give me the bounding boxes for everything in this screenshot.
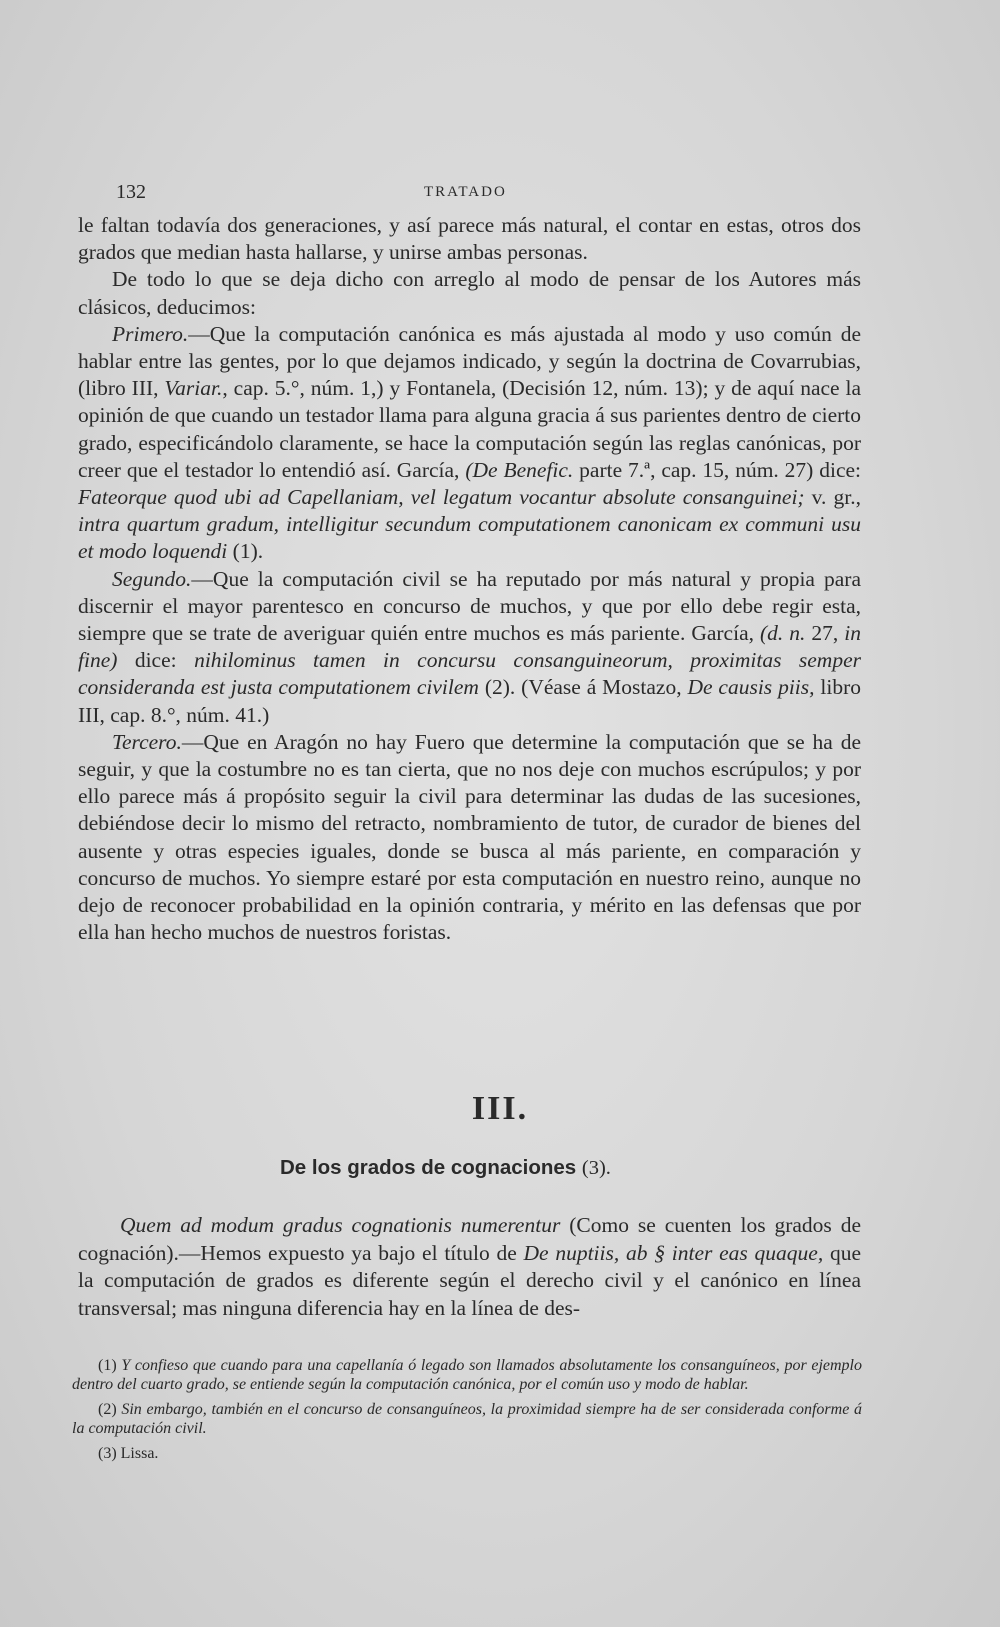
section-number: III. [471, 1090, 529, 1127]
paragraph [78, 212, 861, 266]
italic-text: De nuptiis, ab § inter eas quaque, [523, 1240, 824, 1265]
italic-text: Tercero. [112, 729, 182, 754]
text-run: que la computación de grados es diferente según el derecho civil y el canónico en línea transversal; mas ninguna diferencia hay en la línea de des- [78, 1240, 861, 1320]
italic-text: nihilominus tamen in concursu consanguineorum, proximitas semper consideranda est justa computationem civilem [78, 648, 861, 700]
italic-text: De causis piis, [687, 675, 815, 700]
footnote-mark: (2) [98, 1401, 122, 1418]
text-run: —Que la computación civil se ha reputado por más natural y propia para discernir el mayor parentesco en concurso de muchos, y que por ello debe regir esta, siempre que se trate de averiguar quién entre muchos es más pariente. García, [78, 566, 861, 646]
text-run: dice: [117, 648, 195, 673]
italic-text: intra quartum gradum, intelligitur secundum computationem canonicam ex communi usu et modo loquendi [78, 512, 861, 564]
italic-text: (d. n. [760, 621, 806, 646]
footnote-text: Y confieso que cuando para una capellanía ó legado son llamados absolutamente los consanguíneos, por ejemplo dentro del cuarto grado, se entiende según la computación canónica, por el común uso y modo de hablar. [72, 1357, 862, 1393]
italic-text: Segundo. [112, 566, 192, 591]
page-number: 132 [116, 181, 146, 203]
italic-text: Fateorque quod ubi ad Capellaniam, vel legatum vocantur absolute consanguinei; [78, 485, 805, 510]
text-run: (2). (Véase á Mostazo, [478, 675, 688, 700]
text-run: le faltan todavía dos generaciones, y así parece más natural, el contar en estas, otros dos grados que median hasta hallarse, y unirse ambas personas. [78, 213, 861, 265]
section-title-text: De los grados de cognaciones [280, 1156, 577, 1179]
text-run: —Que la computación canónica es más ajustada al modo y uso común de hablar entre las gentes, por lo que dejamos indicado, y según la doctrina de Covarrubias, (libro III, [78, 321, 861, 401]
italic-text: Variar. [164, 376, 223, 401]
paragraph [78, 566, 861, 729]
paragraph [78, 321, 861, 566]
footnotes [72, 1356, 862, 1469]
text-run: v. gr., [804, 485, 861, 510]
italic-text: (De Benefic. [465, 457, 574, 482]
footnote [72, 1356, 862, 1394]
italic-text: Quem ad modum gradus cognationis numerentur [120, 1213, 561, 1237]
paragraph [78, 1212, 861, 1322]
section-title-note-ref: (3). [581, 1157, 611, 1179]
section-title [280, 1156, 611, 1180]
footnote-text: Sin embargo, también en el concurso de consanguíneos, la proximidad siempre ha de ser considerada conforme á la computación civil. [72, 1401, 862, 1437]
italic-text: in fine) [78, 621, 861, 673]
italic-text: Primero. [112, 321, 189, 346]
text-run: (Como se cuenten los grados de cognación).—Hemos expuesto ya bajo el título de [78, 1213, 862, 1265]
text-run: parte 7.ª, cap. 15, núm. 27) dice: [573, 457, 862, 482]
text-run: —Que en Aragón no hay Fuero que determine la computación que se ha de seguir, y que la costumbre no es tan cierta, que no nos deje con muchos escrúpulos; y por ello parece más á propósito seguir la civil para determinar las dudas de las sucesiones, debiéndose decir lo mismo del retracto, nombramiento de tutor, de curador de bienes del ausente y otras especies iguales, donde se busca al más pariente, en comparación y concurso de muchos. Yo siempre estaré por esta computación en nuestro reino, aunque no dejo de reconocer probabilidad en la opinión contraria, y mérito en las defensas que por ella han hecho muchos de nuestros foristas. [78, 729, 861, 945]
text-run: 27, [805, 621, 845, 646]
footnote [72, 1400, 862, 1438]
section-text [78, 1212, 861, 1322]
footnote-text: Lissa. [120, 1445, 159, 1462]
footnote-mark: (3) [98, 1445, 121, 1462]
text-run: libro III, cap. 8.°, núm. 41.) [78, 675, 862, 727]
paragraph [78, 729, 861, 947]
footnote-mark: (1) [98, 1357, 122, 1374]
main-text [78, 212, 861, 946]
running-title: TRATADO [424, 184, 507, 200]
text-run: De todo lo que se deja dicho con arreglo al modo de pensar de los Autores más clásicos, deducimos: [78, 267, 861, 319]
paragraph [78, 266, 861, 320]
footnote [72, 1444, 862, 1463]
text-run: , cap. 5.°, núm. 1,) y Fontanela, (Decisión 12, núm. 13); y de aquí nace la opinión de que cuando un testador llama para alguna gracia á sus parientes dentro de cierto grado, especificándolo claramente, se hace la computación según las reglas canónicas, por creer que el testador lo entendió así. García, [78, 376, 861, 482]
text-run: (1). [227, 539, 264, 564]
